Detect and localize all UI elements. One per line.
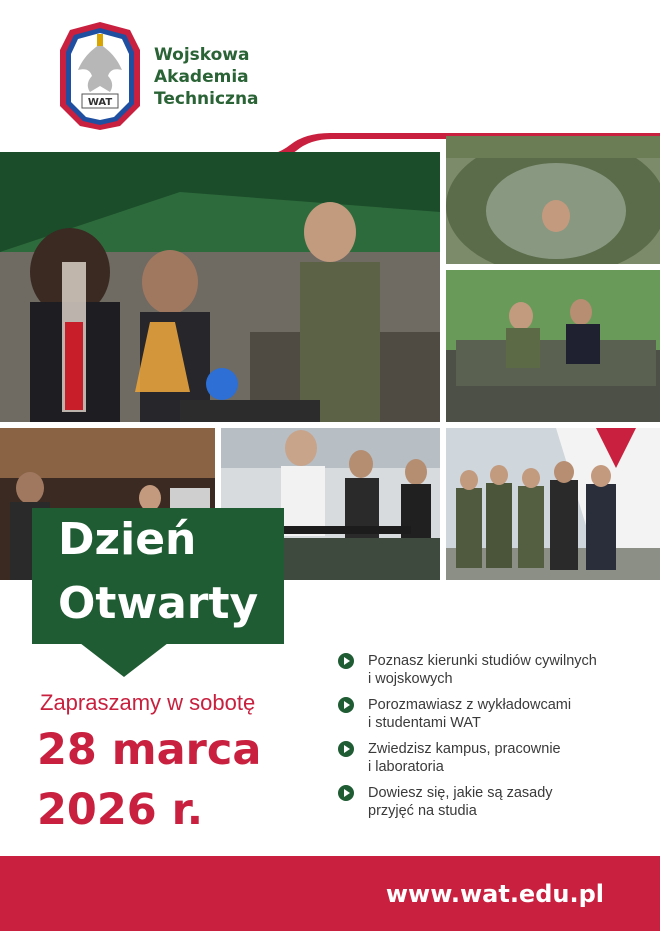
list-item-text: Zwiedzisz kampus, pracownie i laboratoria [368,741,561,775]
logo-line2: Akademia [154,67,249,87]
logo-wordmark[interactable] [154,44,294,110]
title-line1: Dzień [58,514,197,565]
benefits-list [338,652,638,828]
title-line2: Otwarty [58,578,259,629]
list-item [338,652,638,688]
invite-text: Zapraszamy w sobotę [40,690,256,715]
photo-chemistry-lab [0,152,440,422]
logo-line3: Techniczna [154,89,259,109]
list-item [338,696,638,732]
website-link[interactable]: www.wat.edu.pl [385,880,604,908]
list-item-text: Porozmawiasz z wykładowcami i studentami WAT [368,697,572,731]
wat-emblem-logo [58,20,142,132]
play-bullet-icon [338,653,354,669]
list-item-text: Dowiesz się, jakie są zasady przyjęć na studia [368,785,553,819]
photo-group-boat [446,428,660,580]
logo-line1: Wojskowa [154,45,250,65]
list-item-text: Poznasz kierunki studiów cywilnych i wojskowych [368,653,597,687]
date-line2: 2026 r. [37,785,204,835]
photo-helicopter-cockpit [446,136,660,264]
play-bullet-icon [338,785,354,801]
emblem-text: WAT [87,97,113,108]
list-item [338,740,638,776]
title-pointer [80,643,168,677]
date-line1: 28 marca [37,725,262,775]
photo-tank-soldiers [446,270,660,422]
list-item [338,784,638,820]
footer-bar [0,856,660,931]
play-bullet-icon [338,697,354,713]
play-bullet-icon [338,741,354,757]
